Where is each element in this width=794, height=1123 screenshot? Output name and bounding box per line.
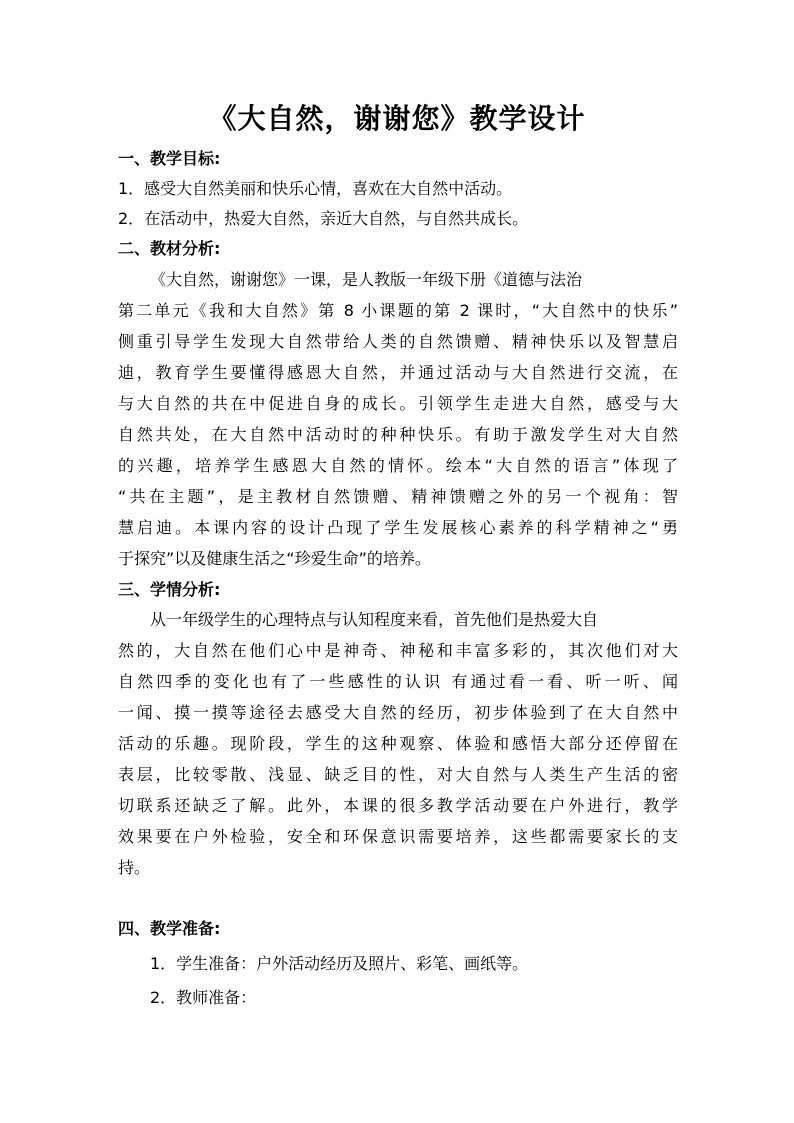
learners-line-3: 自然四季的变化也有了一些感性的认识 有通过看一看、听一听、闻 — [118, 672, 678, 691]
materials-line-3: 侧重引导学生发现大自然带给人类的自然馈赠、精神快乐以及智慧启 — [118, 332, 678, 351]
section-heading-goals: 一、教学目标: — [118, 149, 221, 168]
section-heading-materials: 二、教材分析: — [118, 239, 221, 258]
materials-line-8: “共在主题”，是主教材自然馈赠、精神馈赠之外的另一个视角：智 — [118, 487, 678, 506]
learners-line-1: 从一年级学生的心理特点与认知程度来看，首先他们是热爱大自 — [150, 610, 599, 629]
preparation-item-1: 1．学生准备：户外活动经历及照片、彩笔、画纸等。 — [150, 954, 529, 973]
goal-item-2: 2．在活动中，热爱大自然，亲近大自然，与自然共成长。 — [118, 209, 529, 228]
section-heading-learners: 三、学情分析: — [118, 580, 221, 599]
materials-line-6: 自然共处，在大自然中活动时的种种快乐。有助于激发学生对大自然 — [118, 425, 678, 444]
materials-line-2: 第二单元《我和大自然》第 8 小课题的第 2 课时，“大自然中的快乐” — [118, 301, 678, 320]
materials-line-10: 于探究”以及健康生活之“珍爱生命”的培养。 — [118, 549, 431, 568]
goal-item-1: 1．感受大自然美丽和快乐心情，喜欢在大自然中活动。 — [118, 179, 513, 198]
learners-line-5: 活动的乐趣。现阶段，学生的这种观察、体验和感悟大部分还停留在 — [118, 734, 678, 753]
materials-line-4: 迪，教育学生要懂得感恩大自然，并通过活动与大自然进行交流，在 — [118, 363, 678, 382]
learners-line-8: 效果要在户外检验，安全和环保意识需要培养，这些都需要家长的支 — [118, 827, 678, 846]
materials-line-1: 《大自然，谢谢您》一课，是人教版一年级下册《道德与法治 — [150, 270, 583, 289]
learners-line-9: 持。 — [118, 858, 151, 877]
materials-line-5: 与大自然的共在中促进自身的成长。引领学生走进大自然，感受与大 — [118, 394, 678, 413]
section-heading-preparation: 四、教学准备: — [118, 919, 221, 938]
learners-line-7: 切联系还缺乏了解。此外，本课的很多教学活动要在户外进行，教学 — [118, 796, 678, 815]
learners-line-6: 表层，比较零散、浅显、缺乏目的性，对大自然与人类生产生活的密 — [118, 765, 678, 784]
preparation-item-2: 2．教师准备： — [150, 988, 257, 1007]
materials-line-9: 慧启迪。本课内容的设计凸现了学生发展核心素养的科学精神之“勇 — [118, 518, 678, 537]
learners-line-4: 一闻、摸一摸等途径去感受大自然的经历，初步体验到了在大自然中 — [118, 703, 678, 722]
document-title: 《大自然，谢谢您》教学设计 — [208, 102, 586, 135]
learners-line-2: 然的，大自然在他们心中是神奇、神秘和丰富多彩的，其次他们对大 — [118, 641, 678, 660]
materials-line-7: 的兴趣，培养学生感恩大自然的情怀。绘本“大自然的语言”体现了 — [118, 456, 678, 475]
